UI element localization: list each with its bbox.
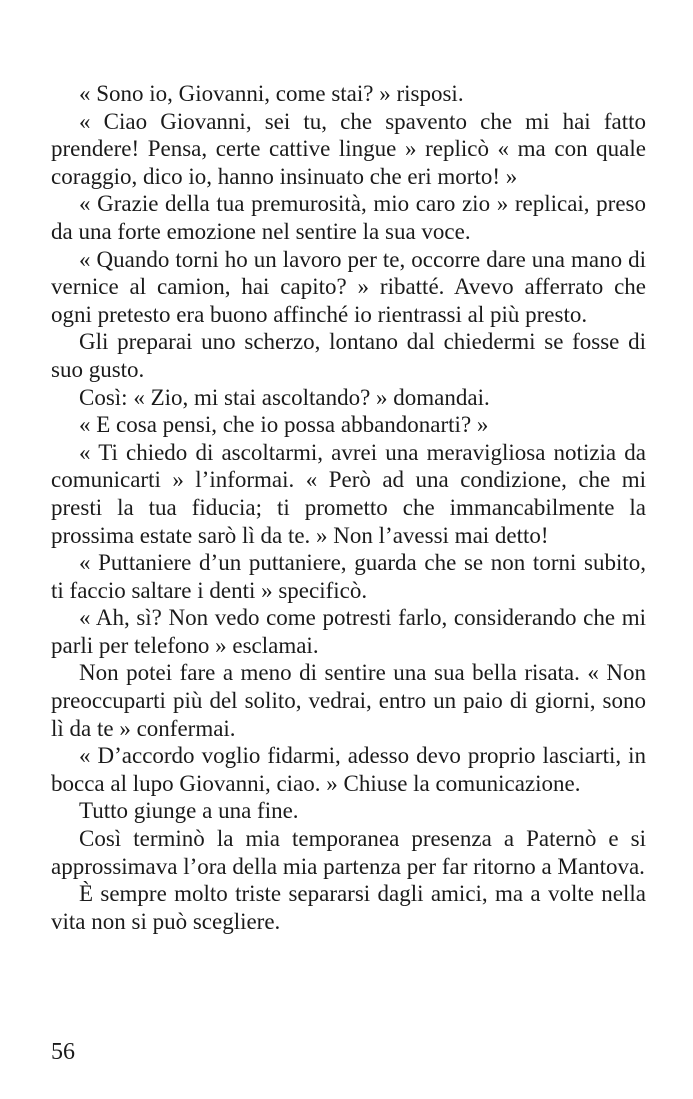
paragraph: « D’accordo voglio fidarmi, adesso devo proprio lasciarti, in bocca al lupo Giovanni, ciao. » Chiuse la comunicazione. (51, 743, 646, 796)
paragraph: Così: « Zio, mi stai ascoltando? » domandai. (79, 384, 490, 410)
paragraph: Così terminò la mia temporanea presenza a Paternò e si approssimava l’ora della mia partenza per far ritorno a Mantova. (51, 826, 646, 879)
paragraph: È sempre molto triste separarsi dagli amici, ma a volte nella vita non si può scegliere. (51, 881, 646, 934)
paragraph: « Puttaniere d’un puttaniere, guarda che se non torni subito, ti faccio saltare i denti » specificò. (51, 550, 646, 603)
paragraph: Tutto giunge a una fine. (79, 798, 299, 824)
paragraph: « Ah, sì? Non vedo come potresti farlo, considerando che mi parli per telefono » esclamai. (51, 605, 646, 658)
paragraph: « Ciao Giovanni, sei tu, che spavento che mi hai fatto prendere! Pensa, certe cattive lingue » replicò « ma con quale coraggio, dico io, hanno insinuato che eri morto! » (51, 108, 646, 189)
paragraph: « Sono io, Giovanni, come stai? » risposi. (79, 81, 464, 106)
paragraph: Gli preparai uno scherzo, lontano dal chiedermi se fosse di suo gusto. (51, 329, 646, 382)
page-body (51, 80, 646, 935)
paragraph: « Quando torni ho un lavoro per te, occorre dare una mano di vernice al camion, hai capito? » ribatté. Avevo afferrato che ogni pretesto era buono affinché io rientrassi al più presto. (51, 246, 646, 327)
paragraph: « Ti chiedo di ascoltarmi, avrei una meravigliosa notizia da comunicarti » l’informai. « Però ad una condizione, che mi presti la tua fiducia; ti prometto che immancabilmente la prossima estate sarò lì da te. » Non l’avessi mai detto! (51, 439, 646, 548)
paragraph: « Grazie della tua premurosità, mio caro zio » replicai, preso da una forte emozione nel sentire la sua voce. (51, 191, 646, 244)
page-number: 56 (51, 1039, 75, 1065)
paragraph: Non potei fare a meno di sentire una sua bella risata. « Non preoccuparti più del solito, vedrai, entro un paio di giorni, sono lì da te » confermai. (51, 660, 646, 741)
paragraph: « E cosa pensi, che io possa abbandonarti? » (79, 412, 489, 438)
